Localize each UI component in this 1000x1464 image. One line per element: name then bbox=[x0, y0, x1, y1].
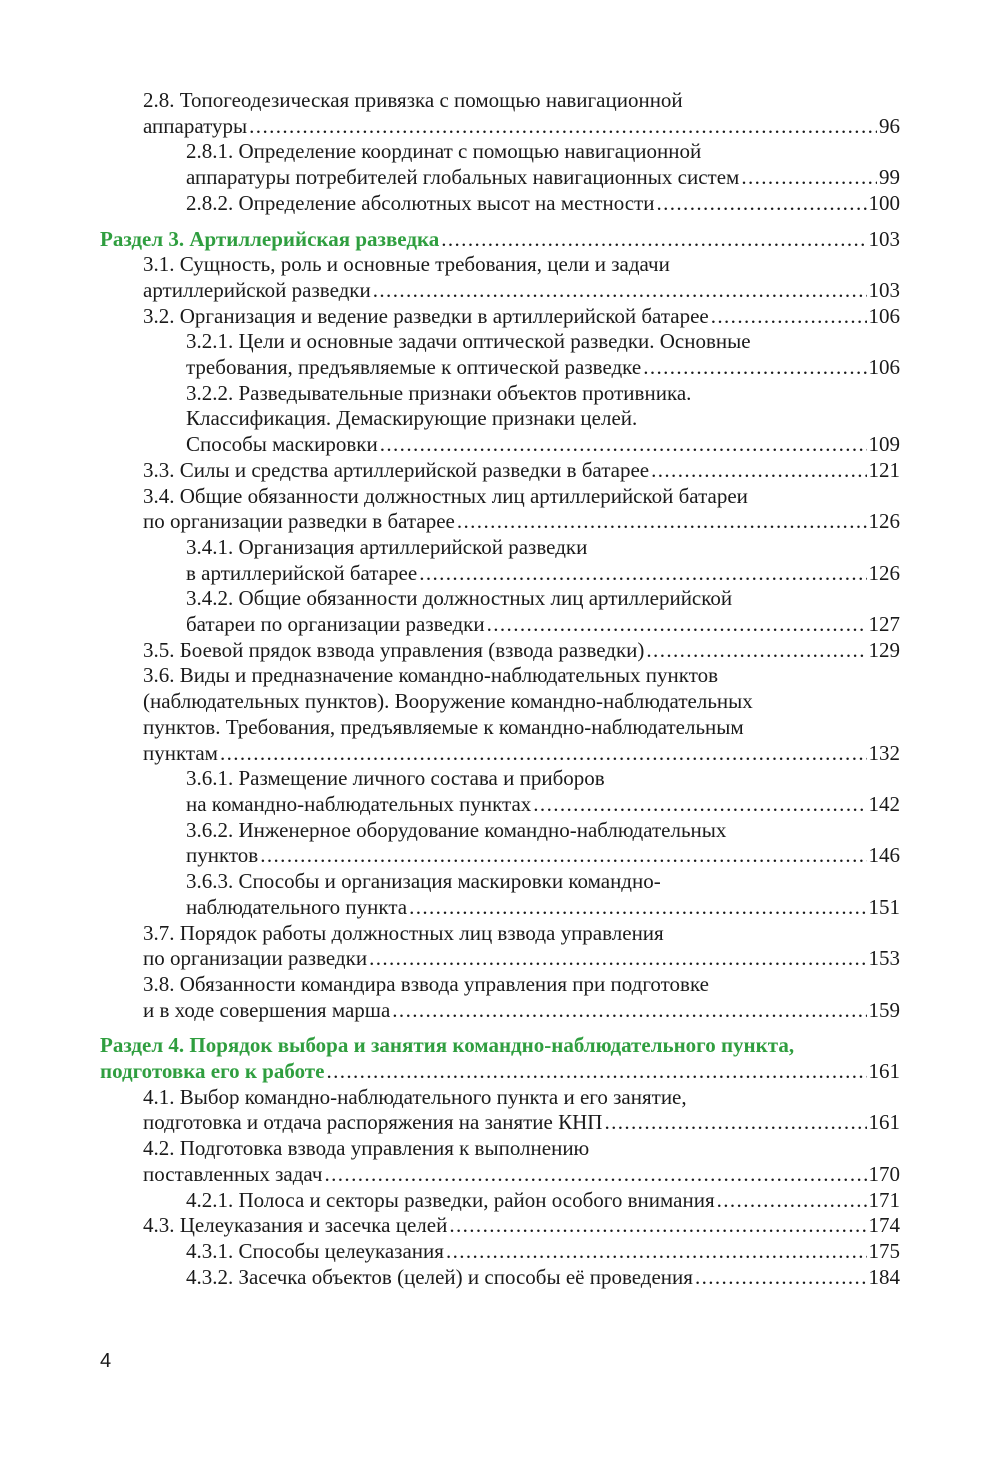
toc-entry-leader-line bbox=[186, 895, 900, 921]
toc-page-number: 96 bbox=[879, 113, 900, 138]
dot-leader bbox=[446, 1239, 867, 1265]
dot-leader bbox=[324, 1162, 866, 1188]
toc-page-number: 153 bbox=[868, 946, 900, 971]
toc-entry-title: аппаратуры bbox=[143, 113, 248, 138]
toc-entry-leader-line bbox=[186, 1188, 900, 1214]
toc-entry-title-line: 3.2.2. Разведывательные признаки объектов противника. bbox=[186, 380, 692, 405]
toc-page-number: 151 bbox=[868, 894, 900, 919]
toc-page-number: 175 bbox=[868, 1238, 900, 1263]
dot-leader bbox=[695, 1265, 867, 1291]
toc-entry-title: 4.3. Целеуказания и засечка целей bbox=[143, 1213, 448, 1238]
dot-leader bbox=[717, 1188, 867, 1214]
toc-entry-leader-line bbox=[186, 561, 900, 587]
toc-entry[interactable] bbox=[100, 484, 900, 535]
toc-entry-title-line: 2.8. Топогеодезическая привязка с помощью навигационной bbox=[143, 88, 683, 112]
toc-entry-leader-line bbox=[186, 432, 900, 458]
toc-entry[interactable] bbox=[100, 191, 900, 217]
toc-entry[interactable] bbox=[100, 972, 900, 1023]
dot-leader bbox=[409, 895, 866, 921]
toc-entry-title: 3.5. Боевой прядок взвода управления (взвода разведки) bbox=[143, 637, 645, 662]
toc-entry[interactable] bbox=[100, 663, 900, 766]
toc-entry[interactable] bbox=[100, 586, 900, 637]
toc-entry-leader-line bbox=[100, 1059, 900, 1085]
toc-entry-leader-line bbox=[186, 792, 900, 818]
toc-page-number: 184 bbox=[868, 1264, 900, 1289]
toc-entry-title-line: 3.4.2. Общие обязанности должностных лиц артиллерийской bbox=[186, 586, 733, 611]
dot-leader bbox=[457, 509, 867, 535]
dot-leader bbox=[741, 165, 877, 191]
toc-entry-leader-line bbox=[186, 191, 900, 217]
toc-entry-leader-line bbox=[186, 612, 900, 638]
toc-page-number: 103 bbox=[868, 277, 900, 302]
toc-entry-title: 3.3. Силы и средства артиллерийской разведки в батарее bbox=[143, 457, 650, 482]
toc-entry-title-line: 3.4. Общие обязанности должностных лиц артиллерийской батареи bbox=[143, 483, 748, 508]
toc-entry-title: на командно-наблюдательных пунктах bbox=[186, 791, 532, 816]
dot-leader bbox=[220, 741, 867, 767]
dot-leader bbox=[373, 278, 867, 304]
toc-entry[interactable] bbox=[100, 88, 900, 139]
toc-entry-leader-line bbox=[143, 278, 900, 304]
toc-page-number: 171 bbox=[868, 1187, 900, 1212]
toc-entry-title: Способы маскировки bbox=[186, 432, 378, 457]
toc-entry[interactable] bbox=[100, 766, 900, 817]
toc-page-number: 174 bbox=[868, 1213, 900, 1238]
dot-leader bbox=[646, 638, 866, 664]
toc-page-number: 146 bbox=[868, 843, 900, 868]
toc-page-number: 126 bbox=[868, 509, 900, 534]
toc-entry-title-line: 3.7. Порядок работы должностных лиц взвода управления bbox=[143, 920, 664, 945]
toc-page-number: 129 bbox=[868, 637, 900, 662]
toc-entry-title: батареи по организации разведки bbox=[186, 612, 485, 637]
toc-entry-title-line: 3.8. Обязанности командира взвода управления при подготовке bbox=[143, 971, 709, 996]
page-number: 4 bbox=[100, 1350, 112, 1372]
toc-page-number: 127 bbox=[868, 612, 900, 637]
toc-entry-title-line: Раздел 4. Порядок выбора и занятия командно-наблюдательного пункта, bbox=[100, 1033, 795, 1058]
toc-page-number: 161 bbox=[868, 1110, 900, 1135]
toc-entry-title-line: (наблюдательных пунктов). Вооружение командно-наблюдательных bbox=[143, 689, 753, 714]
toc-entry-title-line: 3.6.2. Инженерное оборудование командно-наблюдательных bbox=[186, 817, 727, 842]
toc-entry-title: подготовка и отдача распоряжения на занятие КНП bbox=[143, 1110, 603, 1135]
toc-entry-leader-line bbox=[186, 843, 900, 869]
toc-entry-title: аппаратуры потребителей глобальных навигационных систем bbox=[186, 165, 740, 190]
toc-entry[interactable] bbox=[100, 1136, 900, 1187]
toc-entry-title: подготовка его к работе bbox=[100, 1059, 325, 1084]
toc-entry-leader-line bbox=[100, 227, 900, 253]
toc-section-entry[interactable] bbox=[100, 227, 900, 253]
toc-entry[interactable] bbox=[100, 1085, 900, 1136]
toc-entry-leader-line bbox=[143, 1110, 900, 1136]
dot-leader bbox=[643, 355, 866, 381]
dot-leader bbox=[711, 304, 867, 330]
dot-leader bbox=[651, 458, 866, 484]
toc-entry-title: 4.3.1. Способы целеуказания bbox=[186, 1238, 444, 1263]
toc-page-number: 109 bbox=[868, 432, 900, 457]
toc-entry-title-line: 3.1. Сущность, роль и основные требования, цели и задачи bbox=[143, 252, 670, 277]
toc-page-number: 132 bbox=[868, 740, 900, 765]
toc-entry-title: поставленных задач bbox=[143, 1161, 323, 1186]
toc-entry-leader-line bbox=[143, 509, 900, 535]
toc-entry-leader-line bbox=[143, 998, 900, 1024]
toc-entry-title: требования, предъявляемые к оптической разведке bbox=[186, 355, 642, 380]
toc-entry-leader-line bbox=[143, 304, 900, 330]
toc-entry-leader-line bbox=[143, 114, 900, 140]
toc-page-number: 103 bbox=[868, 226, 900, 251]
toc-page-number: 106 bbox=[868, 303, 900, 328]
toc-section-entry[interactable] bbox=[100, 1033, 900, 1084]
dot-leader bbox=[260, 843, 866, 869]
toc-page-number: 159 bbox=[868, 997, 900, 1022]
toc-entry[interactable] bbox=[100, 921, 900, 972]
toc-entry-leader-line bbox=[143, 1213, 900, 1239]
toc-entry-title: пунктов bbox=[186, 843, 259, 868]
toc-entry-title: в артиллерийской батарее bbox=[186, 560, 418, 585]
toc-entry-title: пунктам bbox=[143, 740, 218, 765]
toc-entry-title-line: 3.6.3. Способы и организация маскировки командно- bbox=[186, 869, 661, 894]
dot-leader bbox=[604, 1110, 866, 1136]
toc-page-number: 170 bbox=[868, 1161, 900, 1186]
toc-entry-title-line: 4.2. Подготовка взвода управления к выполнению bbox=[143, 1136, 590, 1161]
toc-entry-leader-line bbox=[143, 741, 900, 767]
toc-entry[interactable] bbox=[100, 1213, 900, 1239]
table-of-contents bbox=[100, 88, 900, 1290]
toc-entry[interactable] bbox=[100, 458, 900, 484]
toc-entry-leader-line bbox=[186, 355, 900, 381]
dot-leader bbox=[449, 1213, 866, 1239]
toc-entry-leader-line bbox=[143, 638, 900, 664]
toc-entry[interactable] bbox=[100, 638, 900, 664]
toc-entry[interactable] bbox=[100, 139, 900, 190]
toc-page-number: 121 bbox=[868, 457, 900, 482]
toc-entry-title: по организации разведки bbox=[143, 946, 368, 971]
toc-entry-leader-line bbox=[186, 1239, 900, 1265]
toc-entry-title-line: 3.6.1. Размещение личного состава и приборов bbox=[186, 766, 605, 791]
toc-entry-leader-line bbox=[186, 1265, 900, 1291]
toc-page-number: 161 bbox=[868, 1059, 900, 1084]
toc-entry[interactable] bbox=[100, 304, 900, 330]
toc-entry-title-line: Классификация. Демаскирующие признаки целей. bbox=[186, 406, 638, 431]
dot-leader bbox=[249, 114, 877, 140]
toc-entry[interactable] bbox=[100, 818, 900, 869]
toc-entry-title: 3.2. Организация и ведение разведки в артиллерийской батарее bbox=[143, 303, 709, 328]
dot-leader bbox=[419, 561, 866, 587]
toc-page-number: 106 bbox=[868, 355, 900, 380]
toc-entry-leader-line bbox=[143, 1162, 900, 1188]
toc-entry-leader-line bbox=[143, 946, 900, 972]
dot-leader bbox=[487, 612, 867, 638]
dot-leader bbox=[369, 946, 866, 972]
toc-entry-title-line: пунктов. Требования, предъявляемые к командно-наблюдательным bbox=[143, 714, 744, 739]
toc-entry[interactable] bbox=[100, 381, 900, 458]
toc-page-number: 142 bbox=[868, 791, 900, 816]
toc-entry-title: и в ходе совершения марша bbox=[143, 997, 391, 1022]
toc-entry-title-line: 3.6. Виды и предназначение командно-наблюдательных пунктов bbox=[143, 663, 719, 688]
toc-entry-title-line: 4.1. Выбор командно-наблюдательного пункта и его занятие, bbox=[143, 1084, 687, 1109]
toc-entry-title: 4.3.2. Засечка объектов (целей) и способы её проведения bbox=[186, 1264, 693, 1289]
toc-entry-title: Раздел 3. Артиллерийская разведка bbox=[100, 226, 440, 251]
toc-entry-leader-line bbox=[143, 458, 900, 484]
toc-page-number: 99 bbox=[879, 165, 900, 190]
dot-leader bbox=[392, 998, 866, 1024]
toc-entry[interactable] bbox=[100, 1265, 900, 1291]
toc-entry-leader-line bbox=[186, 165, 900, 191]
toc-entry-title: наблюдательного пункта bbox=[186, 894, 408, 919]
toc-entry-title-line: 3.2.1. Цели и основные задачи оптической разведки. Основные bbox=[186, 329, 751, 354]
toc-entry[interactable] bbox=[100, 252, 900, 303]
toc-page-number: 126 bbox=[868, 560, 900, 585]
toc-entry-title-line: 3.4.1. Организация артиллерийской разведки bbox=[186, 534, 588, 559]
toc-entry-title: артиллерийской разведки bbox=[143, 277, 371, 302]
toc-entry[interactable] bbox=[100, 869, 900, 920]
toc-entry[interactable] bbox=[100, 535, 900, 586]
dot-leader bbox=[326, 1059, 866, 1085]
toc-entry[interactable] bbox=[100, 1239, 900, 1265]
toc-entry[interactable] bbox=[100, 1188, 900, 1214]
toc-entry-title-line: 2.8.1. Определение координат с помощью навигационной bbox=[186, 139, 702, 164]
dot-leader bbox=[380, 432, 867, 458]
toc-entry-title: 4.2.1. Полоса и секторы разведки, район особого внимания bbox=[186, 1187, 715, 1212]
toc-entry-title: по организации разведки в батарее bbox=[143, 509, 455, 534]
dot-leader bbox=[656, 191, 866, 217]
toc-entry[interactable] bbox=[100, 329, 900, 380]
toc-page-number: 100 bbox=[868, 190, 900, 215]
toc-entry-title: 2.8.2. Определение абсолютных высот на местности bbox=[186, 190, 655, 215]
dot-leader bbox=[533, 792, 866, 818]
dot-leader bbox=[441, 227, 866, 253]
